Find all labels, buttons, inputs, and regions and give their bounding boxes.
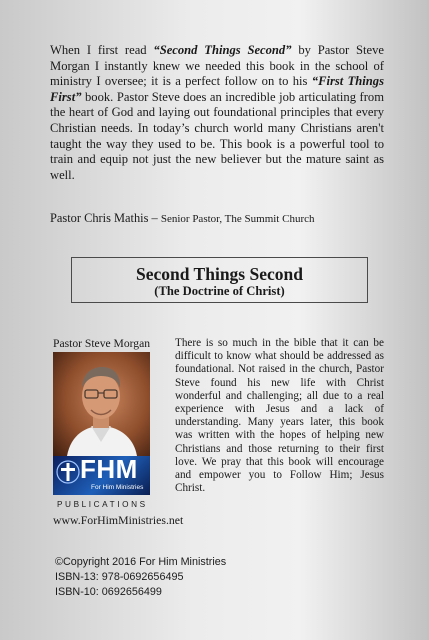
book-subtitle: (The Doctrine of Christ) — [154, 284, 285, 298]
author-photo — [53, 352, 150, 456]
isbn-13: ISBN-13: 978-0692656495 — [55, 570, 184, 583]
author-name: Pastor Steve Morgan — [53, 337, 151, 350]
logo-tagline: For Him Ministries — [91, 484, 144, 491]
fhm-logo — [53, 456, 150, 495]
cross-globe-icon — [56, 460, 80, 484]
copyright-block — [55, 555, 226, 599]
book-title-box — [71, 257, 368, 303]
endorsement-prior-title: “First Things First” — [50, 74, 384, 104]
copyright-line: ©Copyright 2016 For Him Ministries — [55, 556, 227, 568]
book-synopsis: There is so much in the bible that it can be difficult to know what should be addressed as foundational. Not raised in the church, Pastor Steve found his new life with Christ wonderful and challenging; all due to a real experience with Jesus and a lack of understanding. Many years later, this book was written with the hopes of helping new Christians and those returning to their first love. We pray that this book will encourage and empower you to Follow Him; Jesus Christ. — [175, 337, 384, 495]
logo-letters: FHM — [80, 456, 138, 484]
publications-label: PUBLICATIONS — [57, 500, 148, 509]
endorsement-quote — [50, 43, 384, 183]
endorsement-text-1: When I first read — [50, 43, 154, 57]
endorsement-text-2: by Pastor Steve Morgan I instantly knew we needed this book in the school of ministry I oversee; it is a perfect follow on to his — [50, 43, 384, 89]
endorsement-book-title: “Second Things Second” — [153, 43, 292, 57]
endorser-credit — [50, 211, 384, 226]
endorser-role: Senior Pastor, The Summit Church — [160, 213, 315, 225]
website-url: www.ForHimMinistries.net — [53, 513, 184, 527]
endorser-name: Pastor Chris Mathis – — [50, 211, 161, 225]
author-portrait-icon — [53, 352, 150, 456]
isbn-10: ISBN-10: 0692656499 — [55, 585, 162, 598]
book-title: Second Things Second — [136, 264, 303, 284]
endorsement-text-3: book. Pastor Steve does an incredible job articulating from the heart of God and laying out foundational principles that every Christian needs. In today’s church world many Christians aren't taught the way they used to be. This book is a powerful tool to train and equip not just the new believer but the mature saint as well. — [50, 89, 384, 182]
